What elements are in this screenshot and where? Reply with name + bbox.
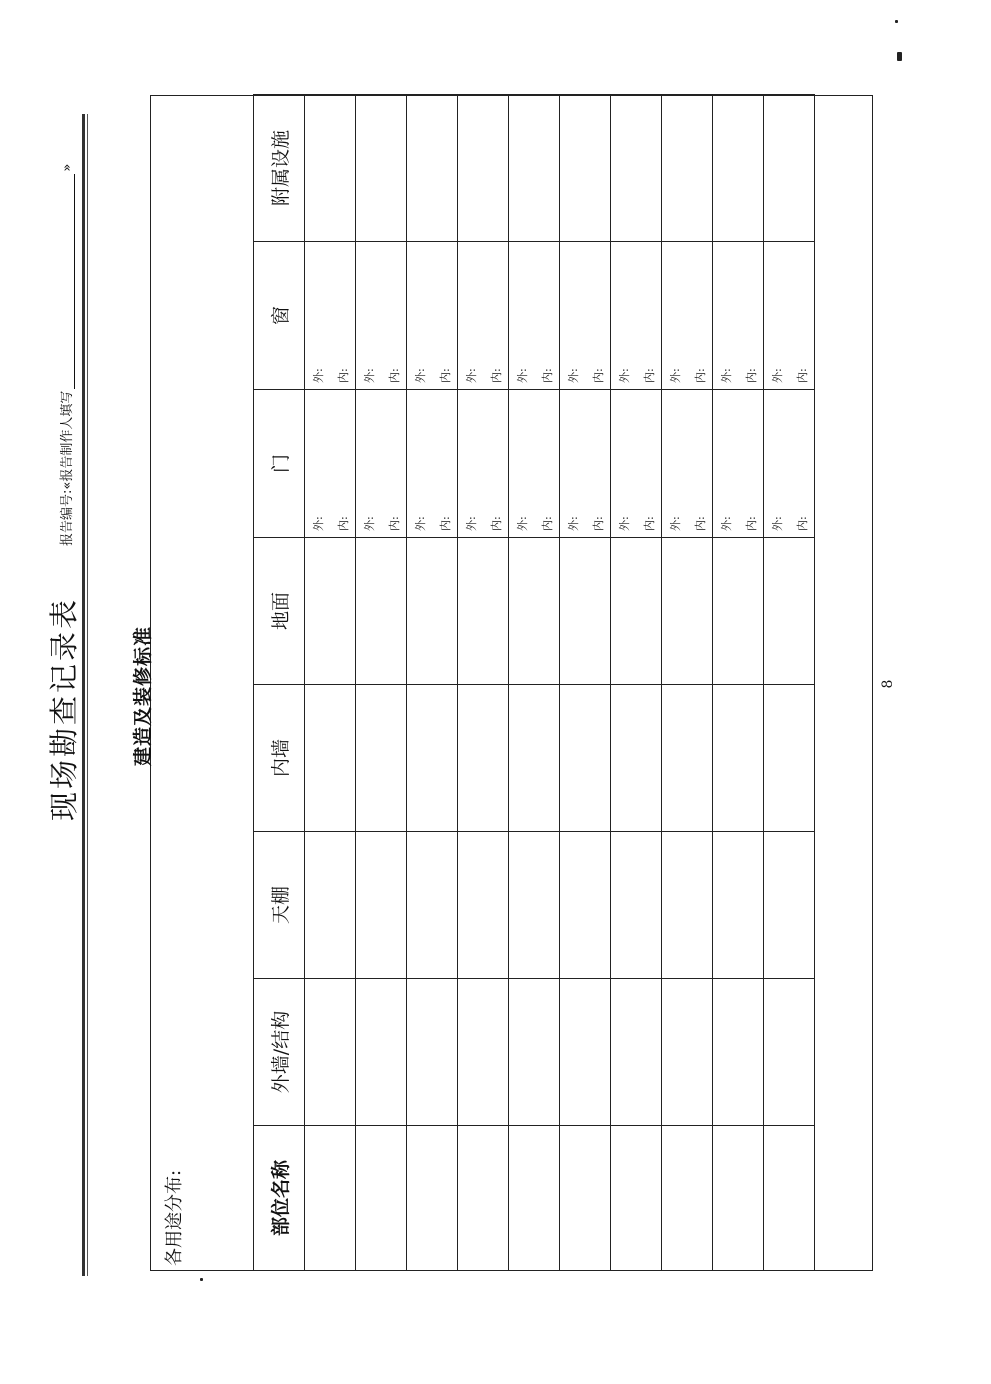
inner-label: 内:	[642, 368, 656, 383]
empty-cell[interactable]	[458, 979, 509, 1126]
empty-cell[interactable]	[713, 832, 764, 979]
window-cell[interactable]	[407, 242, 458, 390]
empty-cell[interactable]	[305, 832, 356, 979]
door-cell[interactable]	[356, 390, 407, 538]
inner-label: 内:	[693, 516, 707, 531]
inner-label: 内:	[387, 368, 401, 383]
empty-cell[interactable]	[407, 685, 458, 832]
inner-label: 内:	[540, 516, 554, 531]
door-cell[interactable]	[611, 390, 662, 538]
empty-cell[interactable]	[305, 979, 356, 1126]
table-header-row	[254, 95, 305, 1271]
table-row	[407, 95, 458, 1271]
outer-label: 外:	[668, 516, 682, 531]
inner-label: 内:	[591, 516, 605, 531]
outer-label: 外:	[617, 368, 631, 383]
empty-cell[interactable]	[611, 979, 662, 1126]
table-row	[305, 95, 356, 1271]
outer-inner-split	[662, 390, 712, 537]
empty-cell[interactable]	[611, 832, 662, 979]
empty-cell[interactable]	[713, 1126, 764, 1271]
report-number-label: 报告编号:«报告制作人填写	[60, 390, 75, 546]
col-header-window: 窗	[254, 242, 305, 390]
empty-cell[interactable]	[662, 1126, 713, 1271]
empty-cell[interactable]	[509, 95, 560, 242]
door-cell[interactable]	[560, 390, 611, 538]
table-row	[764, 95, 815, 1271]
outer-label: 外:	[362, 516, 376, 531]
empty-cell[interactable]	[509, 538, 560, 685]
empty-cell[interactable]	[305, 95, 356, 242]
empty-cell[interactable]	[305, 685, 356, 832]
empty-cell[interactable]	[764, 979, 815, 1126]
outer-inner-split	[305, 390, 355, 537]
col-header-facilities: 附属设施	[254, 95, 305, 242]
outer-label: 外:	[362, 368, 376, 383]
inner-label: 内:	[642, 516, 656, 531]
empty-cell[interactable]	[662, 95, 713, 242]
empty-cell[interactable]	[356, 95, 407, 242]
outer-label: 外:	[413, 516, 427, 531]
empty-cell[interactable]	[764, 538, 815, 685]
empty-cell[interactable]	[305, 1126, 356, 1271]
report-number	[56, 126, 75, 546]
outer-label: 外:	[566, 516, 580, 531]
inner-label: 内:	[744, 368, 758, 383]
outer-inner-split	[560, 242, 610, 389]
empty-cell[interactable]	[509, 832, 560, 979]
header-rule-thick	[82, 114, 85, 1276]
empty-cell[interactable]	[713, 95, 764, 242]
empty-cell[interactable]	[560, 979, 611, 1126]
empty-cell[interactable]	[764, 832, 815, 979]
door-cell[interactable]	[713, 390, 764, 538]
table-row	[458, 95, 509, 1271]
outer-label: 外:	[464, 516, 478, 531]
outer-label: 外:	[668, 368, 682, 383]
report-number-fill-line	[74, 174, 75, 389]
empty-cell[interactable]	[764, 95, 815, 242]
empty-cell[interactable]	[662, 832, 713, 979]
door-cell[interactable]	[458, 390, 509, 538]
construction-standards-table	[253, 94, 815, 1271]
table-row	[509, 95, 560, 1271]
empty-cell[interactable]	[560, 832, 611, 979]
inner-label: 内:	[540, 368, 554, 383]
outer-inner-split	[356, 390, 406, 537]
table-row	[611, 95, 662, 1271]
scan-mark-hole	[897, 52, 902, 61]
report-number-close: »	[60, 163, 75, 172]
empty-cell[interactable]	[458, 538, 509, 685]
col-header-ceiling: 天棚	[254, 832, 305, 979]
inner-label: 内:	[438, 516, 452, 531]
inner-label: 内:	[693, 368, 707, 383]
outer-inner-split	[458, 390, 508, 537]
outer-label: 外:	[719, 368, 733, 383]
scan-mark-top	[895, 20, 898, 23]
col-header-part-name: 部位名称	[254, 1126, 305, 1271]
empty-cell[interactable]	[407, 979, 458, 1126]
outer-inner-split	[407, 242, 457, 389]
empty-cell[interactable]	[356, 538, 407, 685]
window-cell[interactable]	[611, 242, 662, 390]
outer-inner-split	[560, 390, 610, 537]
empty-cell[interactable]	[560, 538, 611, 685]
col-header-exterior-wall: 外墙/结构	[254, 979, 305, 1126]
empty-cell[interactable]	[611, 685, 662, 832]
empty-cell[interactable]	[509, 685, 560, 832]
empty-cell[interactable]	[509, 1126, 560, 1271]
empty-cell[interactable]	[713, 538, 764, 685]
outer-inner-split	[509, 390, 559, 537]
outer-label: 外:	[770, 516, 784, 531]
door-cell[interactable]	[305, 390, 356, 538]
window-cell[interactable]	[764, 242, 815, 390]
empty-cell[interactable]	[305, 538, 356, 685]
inner-label: 内:	[489, 368, 503, 383]
rotated-page	[0, 116, 900, 1296]
empty-cell[interactable]	[560, 1126, 611, 1271]
inner-label: 内:	[489, 516, 503, 531]
empty-cell[interactable]	[356, 685, 407, 832]
outer-label: 外:	[515, 368, 529, 383]
outer-inner-split	[458, 242, 508, 389]
outer-inner-split	[305, 242, 355, 389]
outer-inner-split	[509, 242, 559, 389]
empty-cell[interactable]	[662, 538, 713, 685]
outer-label: 外:	[515, 516, 529, 531]
inner-label: 内:	[336, 516, 350, 531]
empty-cell[interactable]	[662, 685, 713, 832]
outer-inner-split	[611, 242, 661, 389]
empty-cell[interactable]	[611, 95, 662, 242]
empty-cell[interactable]	[407, 538, 458, 685]
usage-distribution-label: 各用途分布:	[164, 1169, 185, 1266]
empty-cell[interactable]	[458, 95, 509, 242]
empty-cell[interactable]	[713, 979, 764, 1126]
outer-label: 外:	[311, 368, 325, 383]
outer-label: 外:	[413, 368, 427, 383]
door-cell[interactable]	[407, 390, 458, 538]
col-header-floor: 地面	[254, 538, 305, 685]
window-cell[interactable]	[713, 242, 764, 390]
outer-inner-split	[356, 242, 406, 389]
section-title: 建造及装修标准	[132, 625, 154, 766]
table-row	[356, 95, 407, 1271]
empty-cell[interactable]	[356, 832, 407, 979]
outer-inner-split	[764, 390, 814, 537]
outer-inner-split	[713, 390, 763, 537]
inner-label: 内:	[795, 516, 809, 531]
window-cell[interactable]	[305, 242, 356, 390]
table-row	[713, 95, 764, 1271]
empty-cell[interactable]	[611, 538, 662, 685]
empty-cell[interactable]	[356, 979, 407, 1126]
outer-label: 外:	[770, 368, 784, 383]
door-cell[interactable]	[764, 390, 815, 538]
table-row	[560, 95, 611, 1271]
outer-label: 外:	[617, 516, 631, 531]
inner-label: 内:	[744, 516, 758, 531]
outer-inner-split	[662, 242, 712, 389]
outer-label: 外:	[464, 368, 478, 383]
inner-label: 内:	[438, 368, 452, 383]
outer-inner-split	[764, 242, 814, 389]
empty-cell[interactable]	[560, 685, 611, 832]
header-rule-thin	[87, 114, 88, 1276]
empty-cell[interactable]	[407, 1126, 458, 1271]
outer-inner-split	[407, 390, 457, 537]
outer-label: 外:	[566, 368, 580, 383]
empty-cell[interactable]	[560, 95, 611, 242]
empty-cell[interactable]	[356, 1126, 407, 1271]
inner-label: 内:	[591, 368, 605, 383]
page-number: 8	[880, 679, 896, 689]
door-cell[interactable]	[662, 390, 713, 538]
inner-label: 内:	[336, 368, 350, 383]
empty-cell[interactable]	[509, 979, 560, 1126]
empty-cell[interactable]	[764, 1126, 815, 1271]
window-cell[interactable]	[662, 242, 713, 390]
window-cell[interactable]	[356, 242, 407, 390]
outer-label: 外:	[311, 516, 325, 531]
door-cell[interactable]	[509, 390, 560, 538]
empty-cell[interactable]	[662, 979, 713, 1126]
document-title: 现场勘查记录表	[47, 596, 81, 821]
empty-cell[interactable]	[764, 685, 815, 832]
outer-inner-split	[713, 242, 763, 389]
empty-cell[interactable]	[458, 685, 509, 832]
empty-cell[interactable]	[458, 832, 509, 979]
window-cell[interactable]	[509, 242, 560, 390]
outer-inner-split	[611, 390, 661, 537]
empty-cell[interactable]	[407, 95, 458, 242]
empty-cell[interactable]	[713, 685, 764, 832]
empty-cell[interactable]	[458, 1126, 509, 1271]
col-header-door: 门	[254, 390, 305, 538]
col-header-interior-wall: 内墙	[254, 685, 305, 832]
table-row	[662, 95, 713, 1271]
inner-label: 内:	[387, 516, 401, 531]
window-cell[interactable]	[458, 242, 509, 390]
empty-cell[interactable]	[611, 1126, 662, 1271]
window-cell[interactable]	[560, 242, 611, 390]
inner-label: 内:	[795, 368, 809, 383]
empty-cell[interactable]	[407, 832, 458, 979]
outer-label: 外:	[719, 516, 733, 531]
